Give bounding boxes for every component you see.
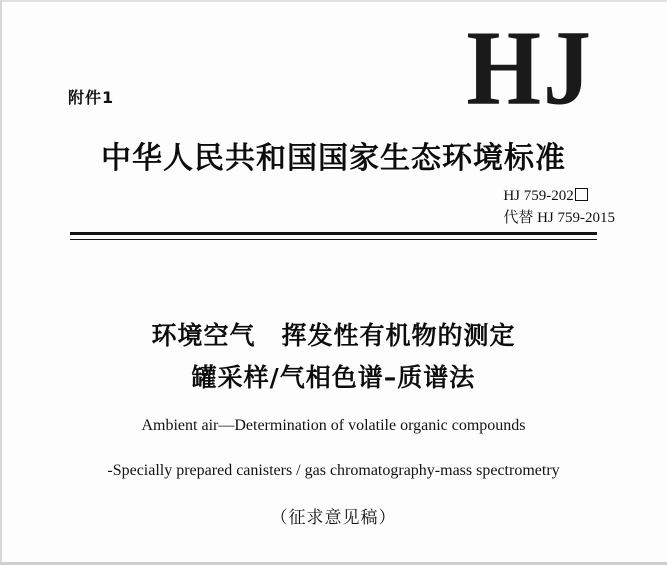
document-title-line-1: 环境空气 挥发性有机物的测定 xyxy=(151,321,516,350)
attachment-label: 附件1 xyxy=(68,88,115,107)
box-placeholder-icon xyxy=(575,188,588,201)
standard-code-current xyxy=(503,186,615,208)
scan-edge-top xyxy=(0,0,667,2)
standard-authority-title: 中华人民共和国国家生态环境标准 xyxy=(101,141,566,176)
english-title-line-2: -Specially prepared canisters / gas chromatography-mass spectrometry xyxy=(107,462,560,479)
draft-status-note: （征求意见稿） xyxy=(270,508,397,528)
standard-code-text: HJ 759-202 xyxy=(503,188,574,204)
standard-code-replaces: 代替 HJ 759-2015 xyxy=(503,209,615,226)
hj-logo xyxy=(466,7,593,128)
hj-logo-text: HJ xyxy=(466,7,593,128)
divider-thick xyxy=(70,232,597,235)
document-title-line-2: 罐采样/气相色谱–质谱法 xyxy=(191,363,476,392)
english-title-line-1: Ambient air—Determination of volatile organic compounds xyxy=(141,417,526,434)
divider-thin xyxy=(70,239,597,240)
standard-code-block xyxy=(503,186,615,230)
scan-edge-left xyxy=(0,0,2,565)
